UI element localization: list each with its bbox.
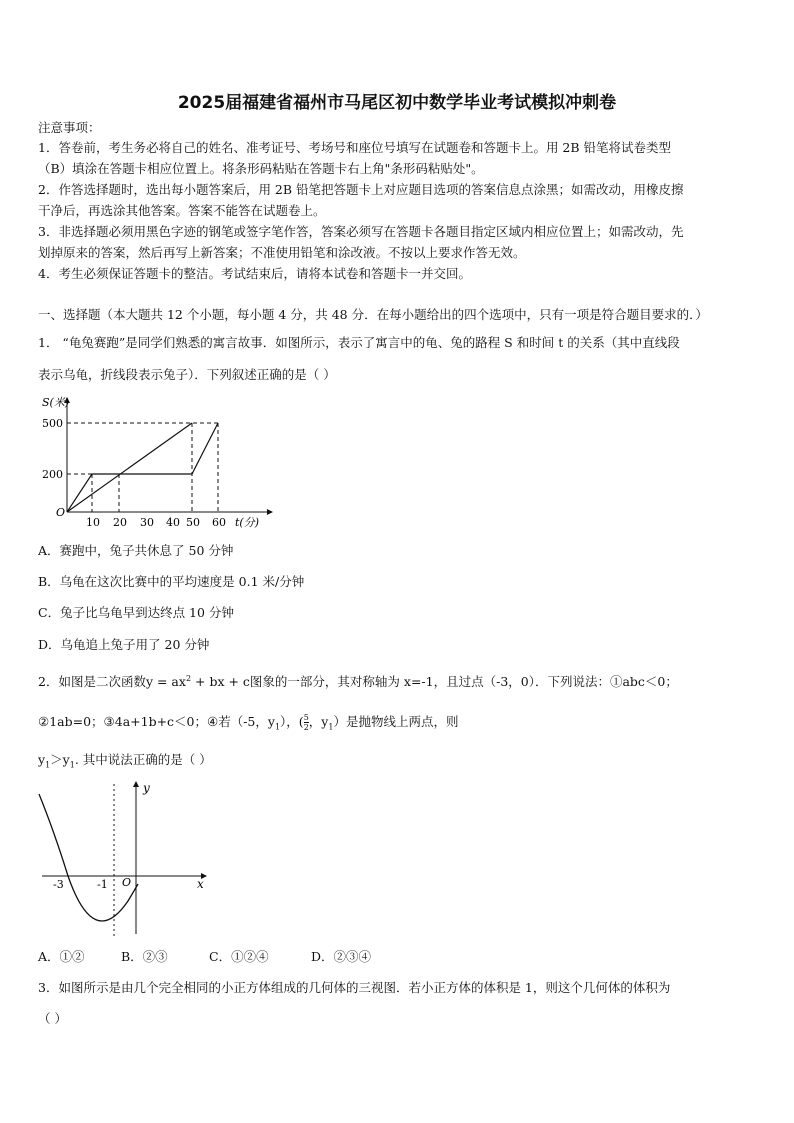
y-axis-label: y: [143, 781, 150, 795]
y-tick-label: 500: [42, 417, 63, 430]
q1-text-line2: 表示乌龟，折线段表示兔子）．下列叙述正确的是（ ）: [38, 367, 336, 382]
x-tick-label: 40: [166, 516, 180, 529]
q2-text-line3: [38, 750, 212, 770]
q2-option-c: C．①②④: [209, 949, 269, 964]
notice-line: 干净后，再选涂其他答案。答案不能答在试题卷上。: [38, 203, 326, 218]
q1-option-b: B．乌龟在这次比赛中的平均速度是 0.1 米/分钟: [38, 574, 305, 589]
fraction-numerator: 5: [303, 713, 309, 722]
q2-option-d: D．②③④: [311, 949, 372, 964]
x-axis-label: t(分): [235, 516, 260, 529]
q1-option-d: D．乌龟追上兔子用了 20 分钟: [38, 637, 210, 652]
q2-text-part: ，y: [308, 714, 329, 729]
q2-text-part: . 其中说法正确的是（ ）: [74, 752, 212, 767]
fraction-denominator: 2: [303, 723, 309, 732]
notice-line: 1．答卷前，考生务必将自己的姓名、准考证号、考场号和座位号填写在试题卷和答题卡上。用 2B 铅笔将试卷类型: [38, 140, 672, 155]
q2-text-part: 2．如图是二次函数y = ax: [38, 674, 186, 689]
q3-text-line2: （ ）: [38, 1011, 67, 1026]
origin-label: O: [122, 876, 132, 889]
x-axis-label: x: [197, 877, 204, 891]
page-title: 2025届福建省福州市马尾区初中数学毕业考试模拟冲刺卷: [177, 93, 617, 113]
q2-subscript: 1: [328, 722, 334, 732]
x-tick-label: -3: [53, 878, 64, 891]
q1-text-line1: 1． “龟兔赛跑”是同学们熟悉的寓言故事．如图所示，表示了寓言中的龟、兔的路程 S 和时间 t 的关系（其中直线段: [38, 335, 680, 350]
origin-label: O: [56, 506, 66, 519]
notice-line: （B）填涂在答题卡相应位置上。将条形码粘贴在答题卡右上角"条形码粘贴处"。: [38, 161, 484, 176]
q2-text-part: ＞y: [50, 752, 70, 767]
q2-text-line2: [38, 712, 458, 732]
q2-superscript: 2: [185, 673, 192, 683]
q1-race-graph: [40, 392, 280, 532]
notice-line: 4．考生必须保证答题卡的整洁。考试结束后，请将本试卷和答题卡一并交回。: [38, 266, 471, 281]
tortoise-line: [67, 423, 192, 512]
section-heading: 一、选择题（本大题共 12 个小题，每小题 4 分，共 48 分．在每小题给出的四个选项中，只有一项是符合题目要求的．）: [38, 307, 708, 322]
hare-polyline: [67, 423, 218, 512]
q2-subscript: 1: [274, 722, 281, 732]
x-tick-label: -1: [97, 878, 108, 891]
x-tick-label: 10: [86, 516, 100, 529]
x-tick-label: 30: [140, 516, 154, 529]
q1-option-a: A．赛跑中，兔子共休息了 50 分钟: [38, 543, 234, 558]
notice-line: 3．非选择题必须用黑色字迹的钢笔或签字笔作答，答案必须写在答题卡各题目指定区域内相应位置上；如需改动，先: [38, 224, 684, 239]
q1-option-c: C．兔子比乌龟早到达终点 10 分钟: [38, 605, 234, 620]
q3-text-line1: 3．如图所示是由几个完全相同的小正方体组成的几何体的三视图．若小正方体的体积是 1，则这个几何体的体积为: [38, 980, 671, 995]
x-tick-label: 60: [212, 516, 226, 529]
q2-parabola-graph: [34, 776, 214, 938]
y-axis-label: S(米): [42, 396, 70, 409]
q2-text-line1: [38, 672, 678, 690]
y-tick-label: 200: [42, 468, 63, 481]
q2-subscript: 1: [45, 760, 51, 770]
q2-text-part: ）是抛物线上两点，则: [333, 714, 459, 729]
notice-line: 2．作答选择题时，选出每小题答案后，用 2B 铅笔把答题卡上对应题目选项的答案信息点涂黑；如需改动，用橡皮擦: [38, 182, 684, 197]
q2-text-part: ），(: [280, 714, 304, 729]
q2-option-b: B．②③: [121, 949, 168, 964]
q2-subscript: 1: [69, 760, 75, 770]
notice-line: 划掉原来的答案，然后再写上新答案；不准使用铅笔和涂改液。不按以上要求作答无效。: [38, 245, 526, 260]
x-tick-label: 20: [113, 516, 127, 529]
parabola-curve: [39, 794, 138, 921]
x-tick-label: 50: [186, 516, 200, 529]
q2-text-part: y: [38, 752, 46, 767]
q2-option-a: A．①②: [38, 949, 85, 964]
q2-text-part: ②1ab=0；③4a+1b+c＜0；④若（-5，y: [38, 714, 275, 729]
notice-heading: 注意事项：: [38, 120, 101, 135]
q2-text-part: + bx + c图象的一部分，其对称轴为 x=-1，且过点（-3，0）．下列说法：①abc＜0；: [191, 674, 678, 689]
